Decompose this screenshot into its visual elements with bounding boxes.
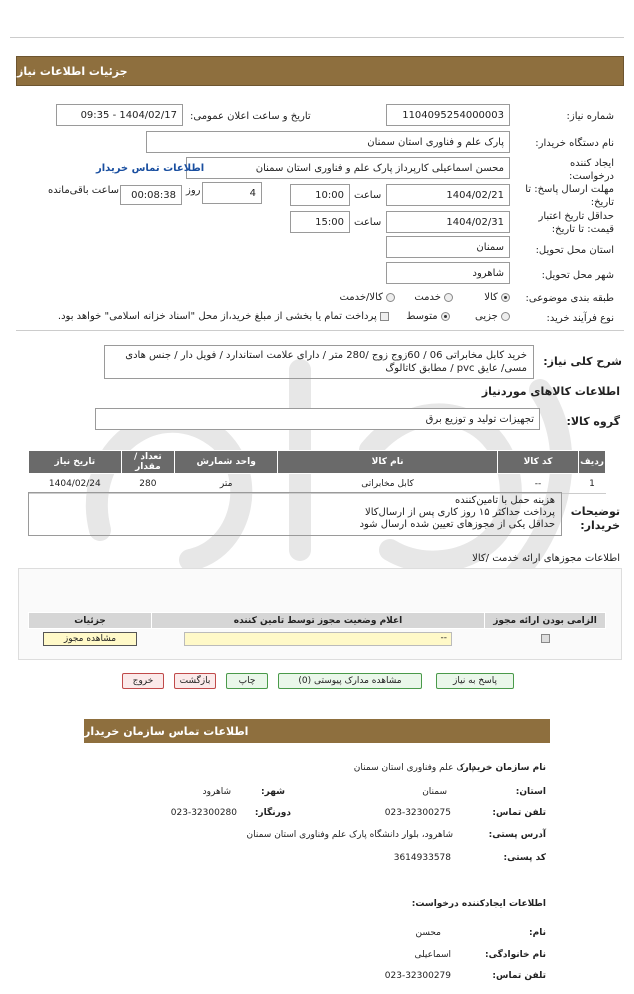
validity-label-1: حداقل تاریخ اعتبار [538,211,614,222]
need-number-field: 1104095254000003 [386,104,510,126]
creator-phone-value: 023-32300279 [384,971,451,981]
deadline-label-2: تاریخ: [590,197,614,208]
goods-group-label: گروه کالا: [566,415,620,428]
view-docs-button[interactable]: مشاهده مدارک پیوستی (0) [278,673,422,689]
reply-button[interactable]: پاسخ به نیاز [436,673,514,689]
contact-fax-label: دورنگار: [254,808,291,818]
contact-fax-value: 023-32300280 [170,808,237,818]
exit-button[interactable]: خروج [122,673,164,689]
category-option-goods: کالا [484,292,498,303]
permits-col-status: اعلام وضعیت مجوز توسط تامین کننده [152,613,485,629]
deadline-time-field: 10:00 [290,184,350,206]
permits-col-required: الزامی بودن ارائه مجوز [485,613,606,629]
days-label: روز [186,185,201,196]
announce-field: 1404/02/17 - 09:35 [56,104,183,126]
creator-first-name-label: نام: [529,928,546,938]
process-radio-minor[interactable] [501,312,510,321]
permit-status-field: -- [184,632,452,646]
category-radio-both[interactable] [386,293,395,302]
buyer-notes-box [28,492,562,536]
creator-info-title: اطلاعات ایجادکننده درخواست: [411,899,546,909]
goods-cell-qty: 280 [139,478,157,489]
category-option-service: خدمت [414,292,441,303]
announce-label: تاریخ و ساعت اعلان عمومی: [190,111,311,122]
contact-province-value: سمنان [422,787,447,797]
permits-title: اطلاعات مجوزهای ارائه خدمت /کالا [472,553,620,564]
summary-text: خرید کابل مخابراتی 06 / 60زوج زوج /280 متر / دارای علامت استاندارد / فویل دار / جنس هادی مسی/ عایق pvc / مطابق کاتالوگ [104,345,534,379]
page-header [16,56,624,86]
contact-province-label: استان: [515,787,546,797]
contact-address-value: شاهرود، بلوار دانشگاه پارک علم وفناوری استان سمنان [246,830,453,840]
validity-time-field: 15:00 [290,211,350,233]
creator-last-name-label: نام خانوادگی: [484,950,546,960]
category-radio-service[interactable] [444,293,453,302]
deadline-date-field: 1404/02/21 [386,184,510,206]
contact-city-value: شاهرود [202,787,231,797]
days-count-field: 4 [202,182,262,204]
category-radio-goods[interactable] [501,293,510,302]
goods-col-date: تاریخ نیاز [29,451,122,474]
category-label: طبقه بندی موضوعی: [525,293,614,304]
contact-address-label: آدرس پستی: [488,830,546,840]
validity-time-label: ساعت [354,217,382,228]
contact-org-label: نام سازمان خریدار: [459,763,546,773]
goods-section-title: اطلاعات کالاهای موردنیاز [481,385,620,398]
need-number-label: شماره نیاز: [566,111,614,122]
process-label: نوع فرآیند خرید: [546,313,614,324]
treasury-payment-note: پرداخت تمام یا بخشی از مبلغ خرید،از محل "اسناد خزانه اسلامی" خواهد بود. [57,311,377,322]
permit-required-checkbox [541,634,550,643]
contact-info-link[interactable]: اطلاعات تماس خریدار [96,163,205,174]
category-option-both: کالا/خدمت [339,292,383,303]
province-field: سمنان [386,236,510,258]
city-label: شهر محل تحویل: [541,270,614,281]
buyer-org-label: نام دستگاه خریدار: [535,138,614,149]
creator-label-1: ایجاد کننده [570,158,614,169]
print-button[interactable]: چاپ [226,673,268,689]
goods-cell-index: 1 [589,478,595,489]
goods-col-code: کد کالا [497,451,578,474]
validity-date-field: 1404/02/31 [386,211,510,233]
permits-table [28,612,606,649]
creator-last-name-value: اسماعیلی [414,950,451,960]
contact-city-label: شهر: [261,787,285,797]
top-divider [10,37,624,38]
creator-first-name-value: محسن [415,928,441,938]
buyer-org-field: پارک علم و فناوری استان سمنان [146,131,510,153]
process-option-minor: جزیی [474,311,498,322]
contact-postal-label: کد پستی: [503,853,546,863]
back-button[interactable]: بازگشت [174,673,216,689]
form-divider [16,330,624,331]
process-option-medium: متوسط [406,311,438,322]
creator-label-2: درخواست: [569,171,614,182]
deadline-time-label: ساعت [354,190,382,201]
creator-phone-label: تلفن تماس: [492,971,546,981]
goods-col-qty: تعداد / مقدار [121,451,174,474]
category-radio-group [330,292,510,303]
process-radio-medium[interactable] [441,312,450,321]
remaining-time-field: 00:08:38 [120,185,182,205]
province-label: استان محل تحویل: [535,245,614,256]
buyer-notes-label-2: خریدار: [580,519,620,532]
goods-cell-code: -- [534,478,542,489]
contact-phone-value: 023-32300275 [384,808,451,818]
table-row[interactable] [29,474,606,494]
table-row [29,629,606,649]
contact-header [84,719,550,743]
contact-org-value: پارک علم وفناوری استان سمنان [353,763,474,773]
treasury-payment-checkbox[interactable] [380,312,389,321]
contact-phone-label: تلفن تماس: [492,808,546,818]
goods-cell-name: کابل مخابراتی [361,478,414,489]
goods-cell-date: 1404/02/24 [48,478,101,489]
process-radio-group [46,311,510,322]
remaining-label: ساعت باقی‌مانده [48,185,120,196]
contact-postal-value: 3614933578 [393,853,451,863]
goods-table [28,450,606,494]
goods-col-unit: واحد شمارش [175,451,278,474]
goods-col-index: ردیف [579,451,606,474]
permits-col-details: جزئیات [29,613,152,629]
validity-label-2: قیمت: تا تاریخ: [551,224,614,235]
view-permit-button[interactable]: مشاهده مجوز [43,632,137,646]
buyer-notes-label-1: توضیحات [570,505,620,518]
deadline-label-1: مهلت ارسال پاسخ: تا [525,184,614,195]
page-title: جزئیات اطلاعات نیاز [17,64,128,78]
buyer-note-line: حداقل یکی از مجوزهای تعیین شده ارسال شود [359,519,555,530]
buyer-note-line: هزینه حمل با تامین‌کننده [455,495,555,506]
creator-field: محسن اسماعیلی کارپرداز پارک علم و فناوری استان سمنان [186,157,510,179]
goods-cell-unit: متر [219,478,233,489]
buyer-note-line: پرداخت حداکثر ۱۵ روز کاری پس از ارسال‌کالا [365,507,555,518]
goods-group-field: تجهیزات تولید و توزیع برق [95,408,540,430]
summary-label: شرح کلی نیاز: [543,355,622,368]
contact-title: اطلاعات تماس سازمان خریدار [84,724,249,738]
city-field: شاهرود [386,262,510,284]
goods-col-name: نام کالا [278,451,498,474]
